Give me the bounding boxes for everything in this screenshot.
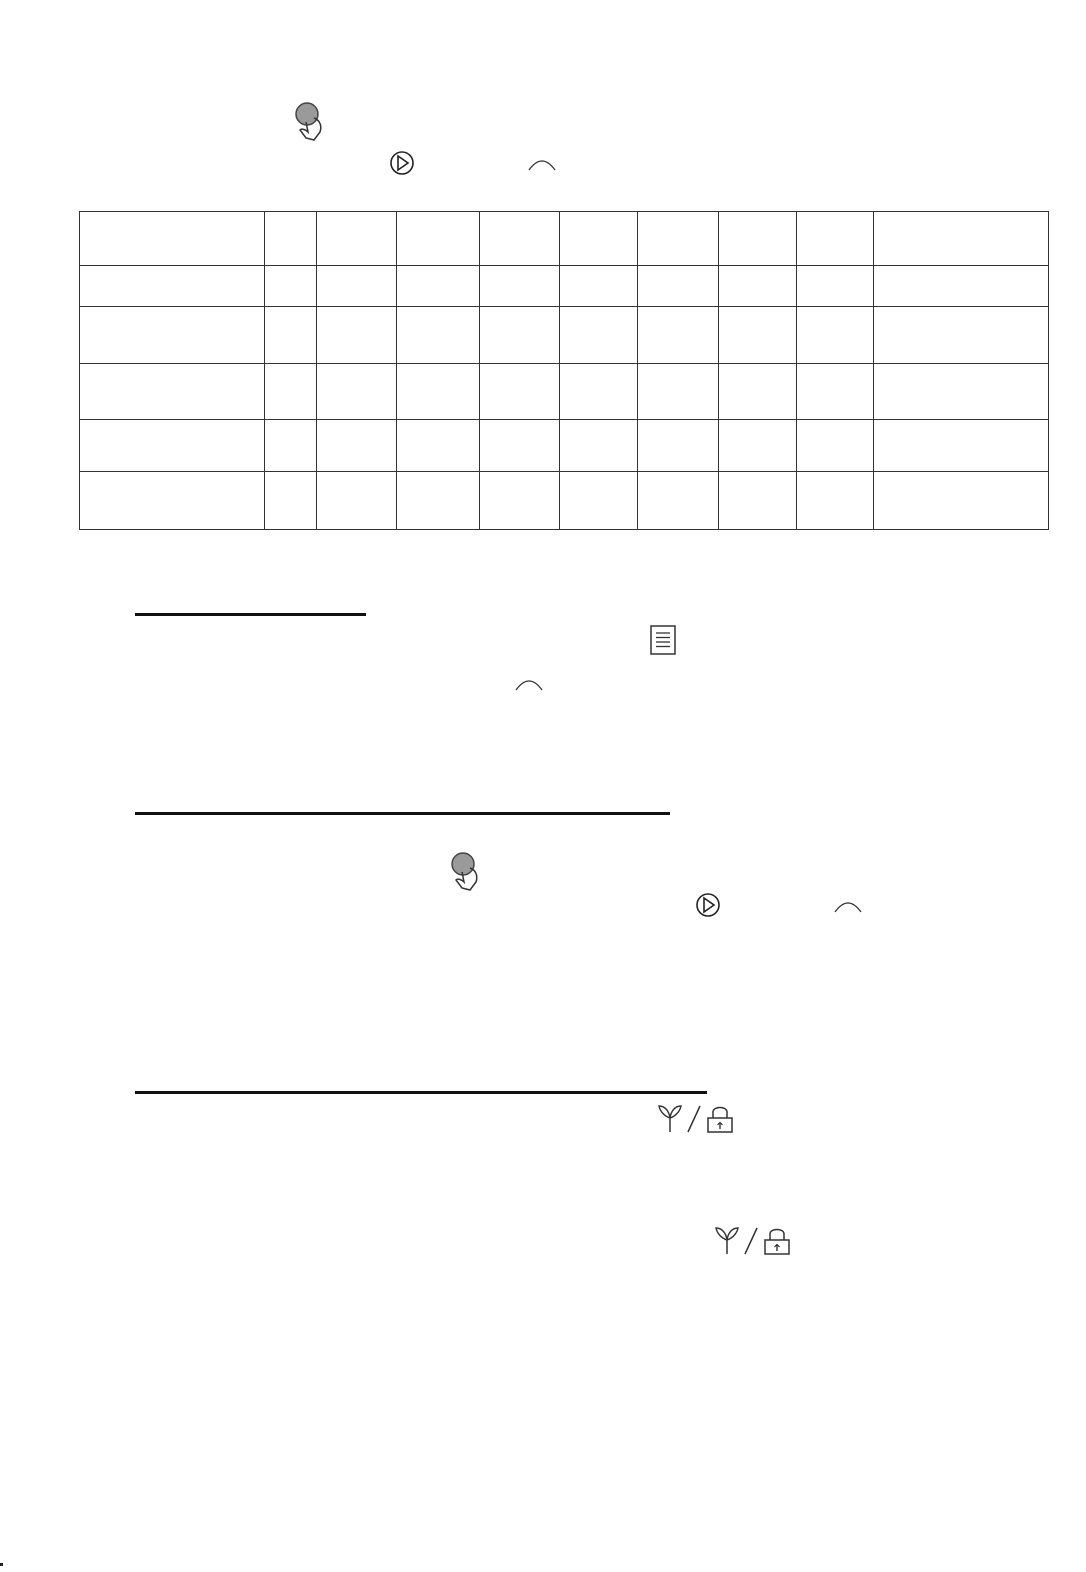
eco-sprout-icon — [716, 1228, 738, 1254]
padlock-icon — [765, 1230, 789, 1255]
table-row — [80, 212, 1049, 266]
section-3-heading-rule — [135, 1091, 707, 1094]
eco-lock-icon — [656, 1102, 736, 1136]
start-play-icon — [389, 150, 415, 176]
table-row — [80, 307, 1049, 364]
arc-indicator-icon — [832, 897, 864, 915]
table-row — [80, 420, 1049, 472]
knob-hand-icon — [448, 850, 488, 892]
table-row — [80, 364, 1049, 420]
start-play-icon — [695, 892, 721, 918]
section-2-heading-rule — [135, 812, 670, 815]
page-mark — [0, 1563, 3, 1566]
eco-sprout-icon — [659, 1106, 681, 1132]
section-1-heading-rule — [135, 613, 366, 616]
table-row — [80, 472, 1049, 530]
knob-hand-icon — [292, 100, 332, 142]
arc-indicator-icon — [513, 675, 545, 693]
padlock-icon — [708, 1108, 732, 1133]
program-table — [79, 211, 1049, 530]
document-list-icon — [649, 624, 677, 656]
eco-lock-icon — [713, 1224, 793, 1258]
arc-indicator-icon — [526, 155, 558, 173]
table-row — [80, 266, 1049, 307]
